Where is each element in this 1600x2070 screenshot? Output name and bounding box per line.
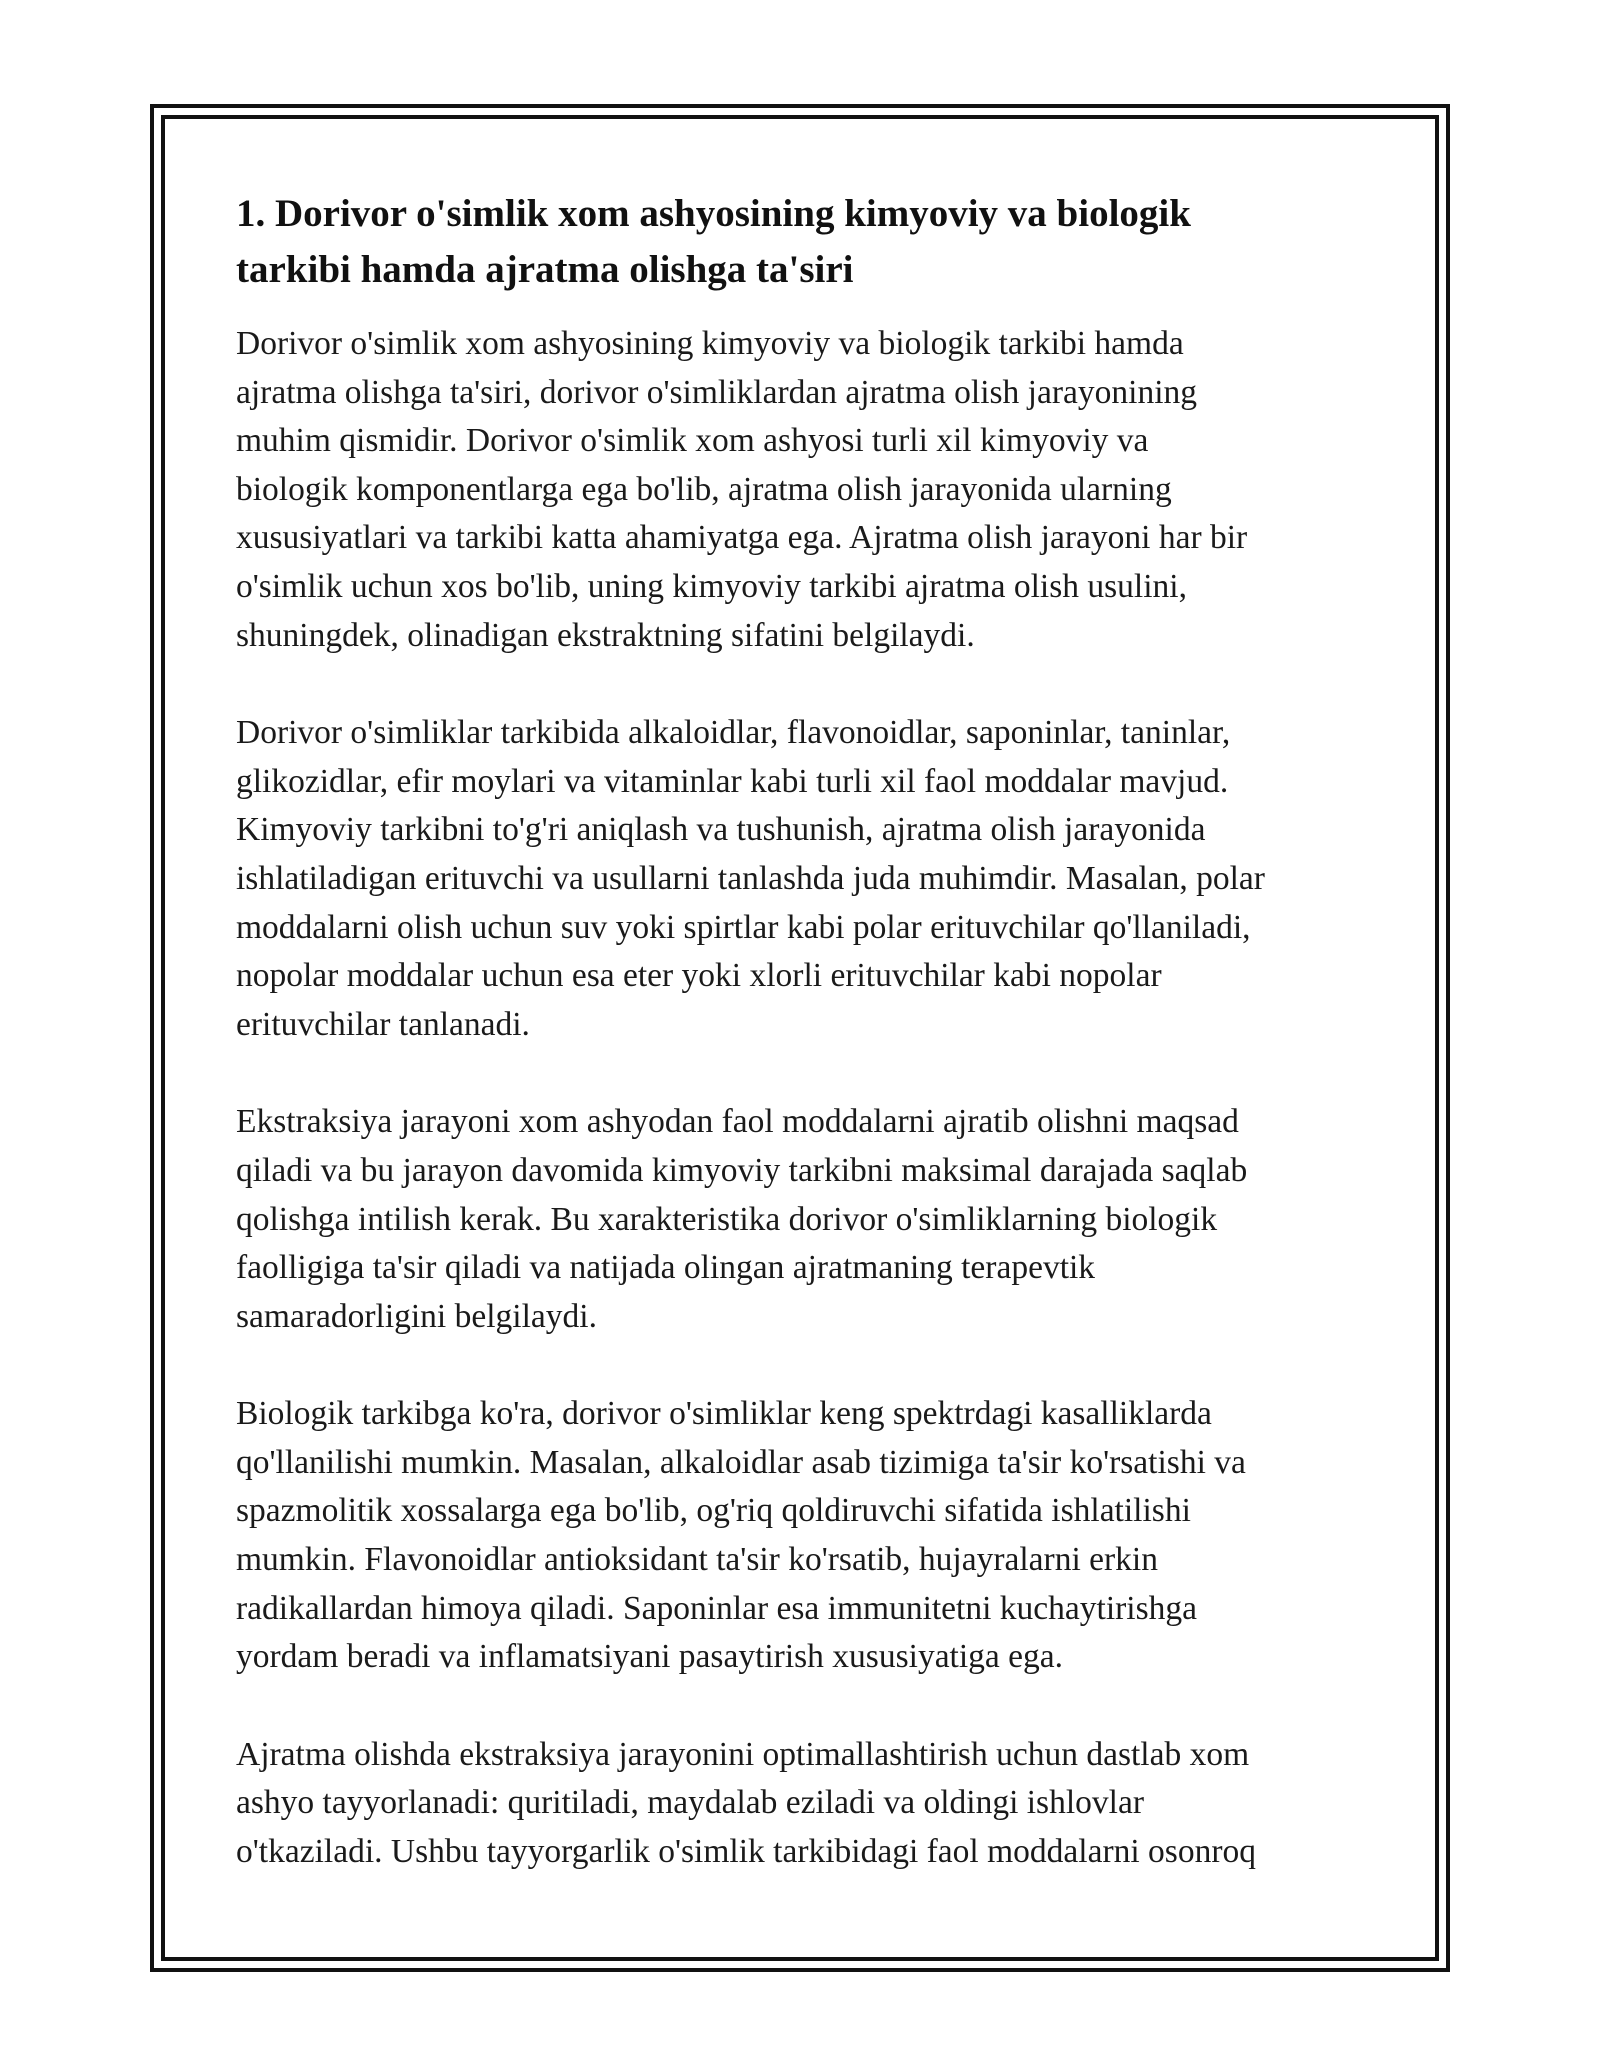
text-line: xususiyatlari va tarkibi katta ahamiyatga ega. Ajratma olish jarayoni har bir [236,519,1248,557]
section-heading [236,186,1376,298]
text-line: Kimyoviy tarkibni to'g'ri aniqlash va tushunish, ajratma olish jarayonida [236,811,1206,849]
paragraph [236,1731,1376,1877]
text-line: ishlatiladigan erituvchi va usullarni tanlashda juda muhimdir. Masalan, polar [236,859,1265,897]
text-line: qolishga intilish kerak. Bu xarakteristika dorivor o'simliklarning biologik [236,1200,1218,1238]
text-line: glikozidlar, efir moylari va vitaminlar kabi turli xil faol moddalar mavjud. [236,762,1229,800]
paragraph [236,709,1376,1049]
heading-line: tarkibi hamda ajratma olishga ta'siri [236,248,854,291]
text-line: Dorivor o'simlik xom ashyosining kimyoviy va biologik tarkibi hamda [236,325,1184,362]
text-line: erituvchilar tanlanadi. [236,1005,530,1043]
text-line: moddalarni olish uchun suv yoki spirtlar kabi polar erituvchilar qo'llaniladi, [236,908,1251,946]
text-line: qiladi va bu jarayon davomida kimyoviy tarkibni maksimal darajada saqlab [236,1151,1248,1189]
text-line: shuningdek, olinadigan ekstraktning sifatini belgilaydi. [236,616,975,654]
text-line: yordam beradi va inflamatsiyani pasaytirish xususiyatiga ega. [236,1638,1064,1676]
text-line: o'tkaziladi. Ushbu tayyorgarlik o'simlik tarkibidagi faol moddalarni osonroq [236,1833,1256,1871]
text-line: faolligiga ta'sir qiladi va natijada olingan ajratmaning terapevtik [236,1249,1096,1287]
paragraph [236,1098,1376,1341]
heading-line: 1. Dorivor o'simlik xom ashyosining kimyoviy va biologik [236,192,1191,235]
text-line: radikallardan himoya qiladi. Saponinlar esa immunitetni kuchaytirishga [236,1589,1198,1627]
text-line: Dorivor o'simliklar tarkibida alkaloidlar, flavonoidlar, saponinlar, taninlar, [236,714,1231,752]
text-line: Biologik tarkibga ko'ra, dorivor o'simliklar keng spektrdagi kasalliklarda [236,1395,1212,1433]
text-line: Ekstraksiya jarayoni xom ashyodan faol moddalarni ajratib olishni maqsad [236,1103,1239,1141]
text-line: Ajratma olishda ekstraksiya jarayonini optimallashtirish uchun dastlab xom [236,1735,1250,1773]
text-line: muhim qismidir. Dorivor o'simlik xom ashyosi turli xil kimyoviy va [236,422,1149,460]
text-line: o'simlik uchun xos bo'lib, uning kimyoviy tarkibi ajratma olish usulini, [236,567,1187,605]
text-line: ashyo tayyorlanadi: quritiladi, maydalab eziladi va oldingi ishlovlar [236,1784,1144,1822]
text-line: qo'llanilishi mumkin. Masalan, alkaloidlar asab tizimiga ta'sir ko'rsatishi va [236,1443,1246,1481]
text-line: nopolar moddalar uchun esa eter yoki xlorli erituvchilar kabi nopolar [236,957,1162,995]
text-line: ajratma olishga ta'siri, dorivor o'simliklardan ajratma olish jarayonining [236,373,1197,411]
text-line: mumkin. Flavonoidlar antioksidant ta'sir ko'rsatib, hujayralarni erkin [236,1541,1158,1579]
paragraph [236,1390,1376,1682]
document-body [236,186,1376,1926]
paragraph [236,320,1376,660]
text-line: samaradorligini belgilaydi. [236,1297,597,1335]
text-line: spazmolitik xossalarga ega bo'lib, og'riq qoldiruvchi sifatida ishlatilishi [236,1492,1191,1530]
text-line: biologik komponentlarga ega bo'lib, ajratma olish jarayonida ularning [236,470,1172,508]
paragraph-list [236,320,1376,1877]
